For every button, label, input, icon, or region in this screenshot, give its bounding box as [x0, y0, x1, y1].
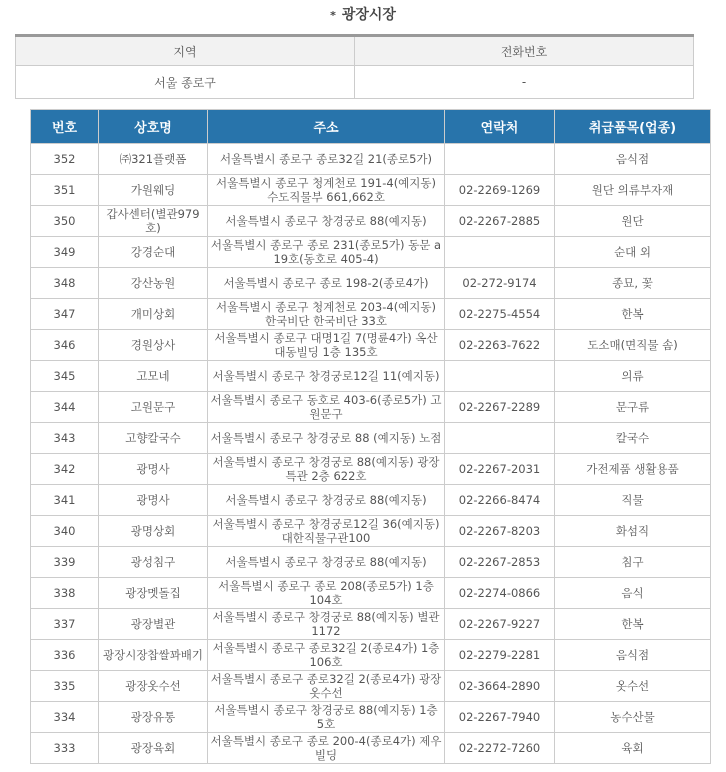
phone-value: -	[355, 66, 694, 99]
table-row	[31, 578, 711, 609]
col-store-name-cell: 강산농원	[99, 268, 208, 299]
col-items-cell: 칼국수	[555, 423, 711, 454]
col-address-cell: 서울특별시 종로구 종로32길 2(종로4가) 1층 106호	[208, 640, 445, 671]
table-row	[31, 175, 711, 206]
col-address-cell: 서울특별시 종로구 창경궁로 88(예지동)	[208, 547, 445, 578]
col-address-cell: 서울특별시 종로구 창경궁로 88(예지동)	[208, 485, 445, 516]
table-row	[31, 702, 711, 733]
table-row	[31, 516, 711, 547]
col-contact-cell: 02-2267-2289	[445, 392, 555, 423]
col-contact-cell: 02-2267-2853	[445, 547, 555, 578]
table-row	[31, 547, 711, 578]
col-store-name-cell: 가원웨딩	[99, 175, 208, 206]
col-number-cell: 334	[31, 702, 99, 733]
table-row	[31, 454, 711, 485]
col-items-cell: 음식점	[555, 640, 711, 671]
col-contact-cell	[445, 361, 555, 392]
col-store-name-cell: 광장별관	[99, 609, 208, 640]
col-address-cell: 서울특별시 종로구 창경궁로 88(예지동)	[208, 206, 445, 237]
col-contact-cell: 02-2279-2281	[445, 640, 555, 671]
title-text: 광장시장	[341, 7, 396, 23]
col-store-name-cell: 광장시장찹쌀꽈배기	[99, 640, 208, 671]
col-contact-cell: 02-2263-7622	[445, 330, 555, 361]
market-info-table	[15, 34, 694, 99]
col-contact-cell: 02-2267-9227	[445, 609, 555, 640]
col-contact-cell	[445, 144, 555, 175]
col-items-cell: 도소매(면직물 솜)	[555, 330, 711, 361]
col-address-cell: 서울특별시 종로구 청계천로 203-4(예지동) 한국비단 한국비단 33호	[208, 299, 445, 330]
col-store-name-cell: 강경순대	[99, 237, 208, 268]
col-items-cell: 가전제품 생활용품	[555, 454, 711, 485]
col-items-cell: 농수산물	[555, 702, 711, 733]
col-contact-cell: 02-2266-8474	[445, 485, 555, 516]
col-address-cell: 서울특별시 종로구 창경궁로 88(예지동) 별관 1172	[208, 609, 445, 640]
region-value: 서울 종로구	[16, 66, 355, 99]
col-store-name-cell: 경원상사	[99, 330, 208, 361]
col-store-name-cell: ㈜321플랫폼	[99, 144, 208, 175]
col-number-cell: 341	[31, 485, 99, 516]
col-contact-cell	[445, 237, 555, 268]
table-row	[31, 330, 711, 361]
table-row	[31, 609, 711, 640]
col-contact-cell: 02-3664-2890	[445, 671, 555, 702]
col-address-cell: 서울특별시 종로구 종로32길 2(종로4가) 광장옷수선	[208, 671, 445, 702]
table-row	[31, 392, 711, 423]
col-items-cell: 순대 외	[555, 237, 711, 268]
col-number-cell: 337	[31, 609, 99, 640]
col-address-cell: 서울특별시 종로구 창경궁로12길 11(예지동)	[208, 361, 445, 392]
col-contact-cell: 02-2272-7260	[445, 733, 555, 764]
col-address-cell: 서울특별시 종로구 종로 200-4(종로4가) 제우빌딩	[208, 733, 445, 764]
header-col-address: 주소	[208, 110, 445, 144]
col-address-cell: 서울특별시 종로구 종로 208(종로5가) 1층 104호	[208, 578, 445, 609]
col-address-cell: 서울특별시 종로구 청계천로 191-4(예지동) 수도직물부 661,662호	[208, 175, 445, 206]
col-store-name-cell: 갑사센터(별관979호)	[99, 206, 208, 237]
col-number-cell: 351	[31, 175, 99, 206]
store-table	[30, 109, 711, 764]
table-row	[31, 144, 711, 175]
header-col-items: 취급품목(업종)	[555, 110, 711, 144]
col-items-cell: 종묘, 꽃	[555, 268, 711, 299]
col-contact-cell: 02-2274-0866	[445, 578, 555, 609]
col-contact-cell: 02-2275-4554	[445, 299, 555, 330]
col-number-cell: 342	[31, 454, 99, 485]
col-address-cell: 서울특별시 종로구 동호로 403-6(종로5가) 고원문구	[208, 392, 445, 423]
col-address-cell: 서울특별시 종로구 종로32길 21(종로5가)	[208, 144, 445, 175]
header-region: 지역	[16, 36, 355, 66]
col-items-cell: 화섬직	[555, 516, 711, 547]
header-col-number: 번호	[31, 110, 99, 144]
table-row	[31, 268, 711, 299]
col-items-cell: 원단 의류부자재	[555, 175, 711, 206]
col-number-cell: 338	[31, 578, 99, 609]
col-store-name-cell: 광장멧돌집	[99, 578, 208, 609]
col-contact-cell: 02-272-9174	[445, 268, 555, 299]
col-store-name-cell: 광성침구	[99, 547, 208, 578]
col-address-cell: 서울특별시 종로구 창경궁로 88(예지동) 1층 5호	[208, 702, 445, 733]
table-row	[31, 299, 711, 330]
col-number-cell: 335	[31, 671, 99, 702]
col-items-cell: 음식	[555, 578, 711, 609]
col-items-cell: 음식점	[555, 144, 711, 175]
col-items-cell: 의류	[555, 361, 711, 392]
col-store-name-cell: 고원문구	[99, 392, 208, 423]
col-number-cell: 346	[31, 330, 99, 361]
col-number-cell: 348	[31, 268, 99, 299]
header-col-contact: 연락처	[445, 110, 555, 144]
col-store-name-cell: 광명상회	[99, 516, 208, 547]
col-contact-cell	[445, 423, 555, 454]
col-number-cell: 352	[31, 144, 99, 175]
col-address-cell: 서울특별시 종로구 종로 198-2(종로4가)	[208, 268, 445, 299]
table-row	[31, 361, 711, 392]
col-contact-cell: 02-2267-8203	[445, 516, 555, 547]
col-items-cell: 육회	[555, 733, 711, 764]
col-contact-cell: 02-2267-2031	[445, 454, 555, 485]
col-items-cell: 직물	[555, 485, 711, 516]
page-title	[0, 4, 726, 24]
col-contact-cell: 02-2267-7940	[445, 702, 555, 733]
col-store-name-cell: 광명사	[99, 485, 208, 516]
col-store-name-cell: 고모네	[99, 361, 208, 392]
col-number-cell: 339	[31, 547, 99, 578]
col-store-name-cell: 광장옷수선	[99, 671, 208, 702]
col-store-name-cell: 광명사	[99, 454, 208, 485]
col-number-cell: 349	[31, 237, 99, 268]
bullet-icon: *	[330, 9, 336, 22]
table-row	[31, 733, 711, 764]
table-row	[31, 485, 711, 516]
col-items-cell: 한복	[555, 299, 711, 330]
col-number-cell: 336	[31, 640, 99, 671]
col-address-cell: 서울특별시 종로구 창경궁로 88(예지동) 광장특관 2층 622호	[208, 454, 445, 485]
col-store-name-cell: 광장육회	[99, 733, 208, 764]
table-row	[31, 640, 711, 671]
col-number-cell: 333	[31, 733, 99, 764]
header-col-store-name: 상호명	[99, 110, 208, 144]
col-items-cell: 한복	[555, 609, 711, 640]
col-number-cell: 340	[31, 516, 99, 547]
col-number-cell: 345	[31, 361, 99, 392]
col-items-cell: 원단	[555, 206, 711, 237]
col-store-name-cell: 광장유통	[99, 702, 208, 733]
col-store-name-cell: 고향칼국수	[99, 423, 208, 454]
col-contact-cell: 02-2269-1269	[445, 175, 555, 206]
col-address-cell: 서울특별시 종로구 종로 231(종로5가) 동문 a 19호(동호로 405-4)	[208, 237, 445, 268]
col-number-cell: 344	[31, 392, 99, 423]
col-number-cell: 343	[31, 423, 99, 454]
col-address-cell: 서울특별시 종로구 창경궁로12길 36(예지동) 대한직물구관100	[208, 516, 445, 547]
col-number-cell: 347	[31, 299, 99, 330]
col-address-cell: 서울특별시 종로구 대명1길 7(명륜4가) 옥산 대동빌딩 1층 135호	[208, 330, 445, 361]
col-items-cell: 문구류	[555, 392, 711, 423]
col-address-cell: 서울특별시 종로구 창경궁로 88 (예지동) 노점	[208, 423, 445, 454]
table-row	[31, 237, 711, 268]
col-contact-cell: 02-2267-2885	[445, 206, 555, 237]
col-number-cell: 350	[31, 206, 99, 237]
table-row	[31, 423, 711, 454]
table-row	[31, 671, 711, 702]
table-row	[31, 206, 711, 237]
col-items-cell: 옷수선	[555, 671, 711, 702]
header-phone: 전화번호	[355, 36, 694, 66]
col-items-cell: 침구	[555, 547, 711, 578]
col-store-name-cell: 개미상회	[99, 299, 208, 330]
